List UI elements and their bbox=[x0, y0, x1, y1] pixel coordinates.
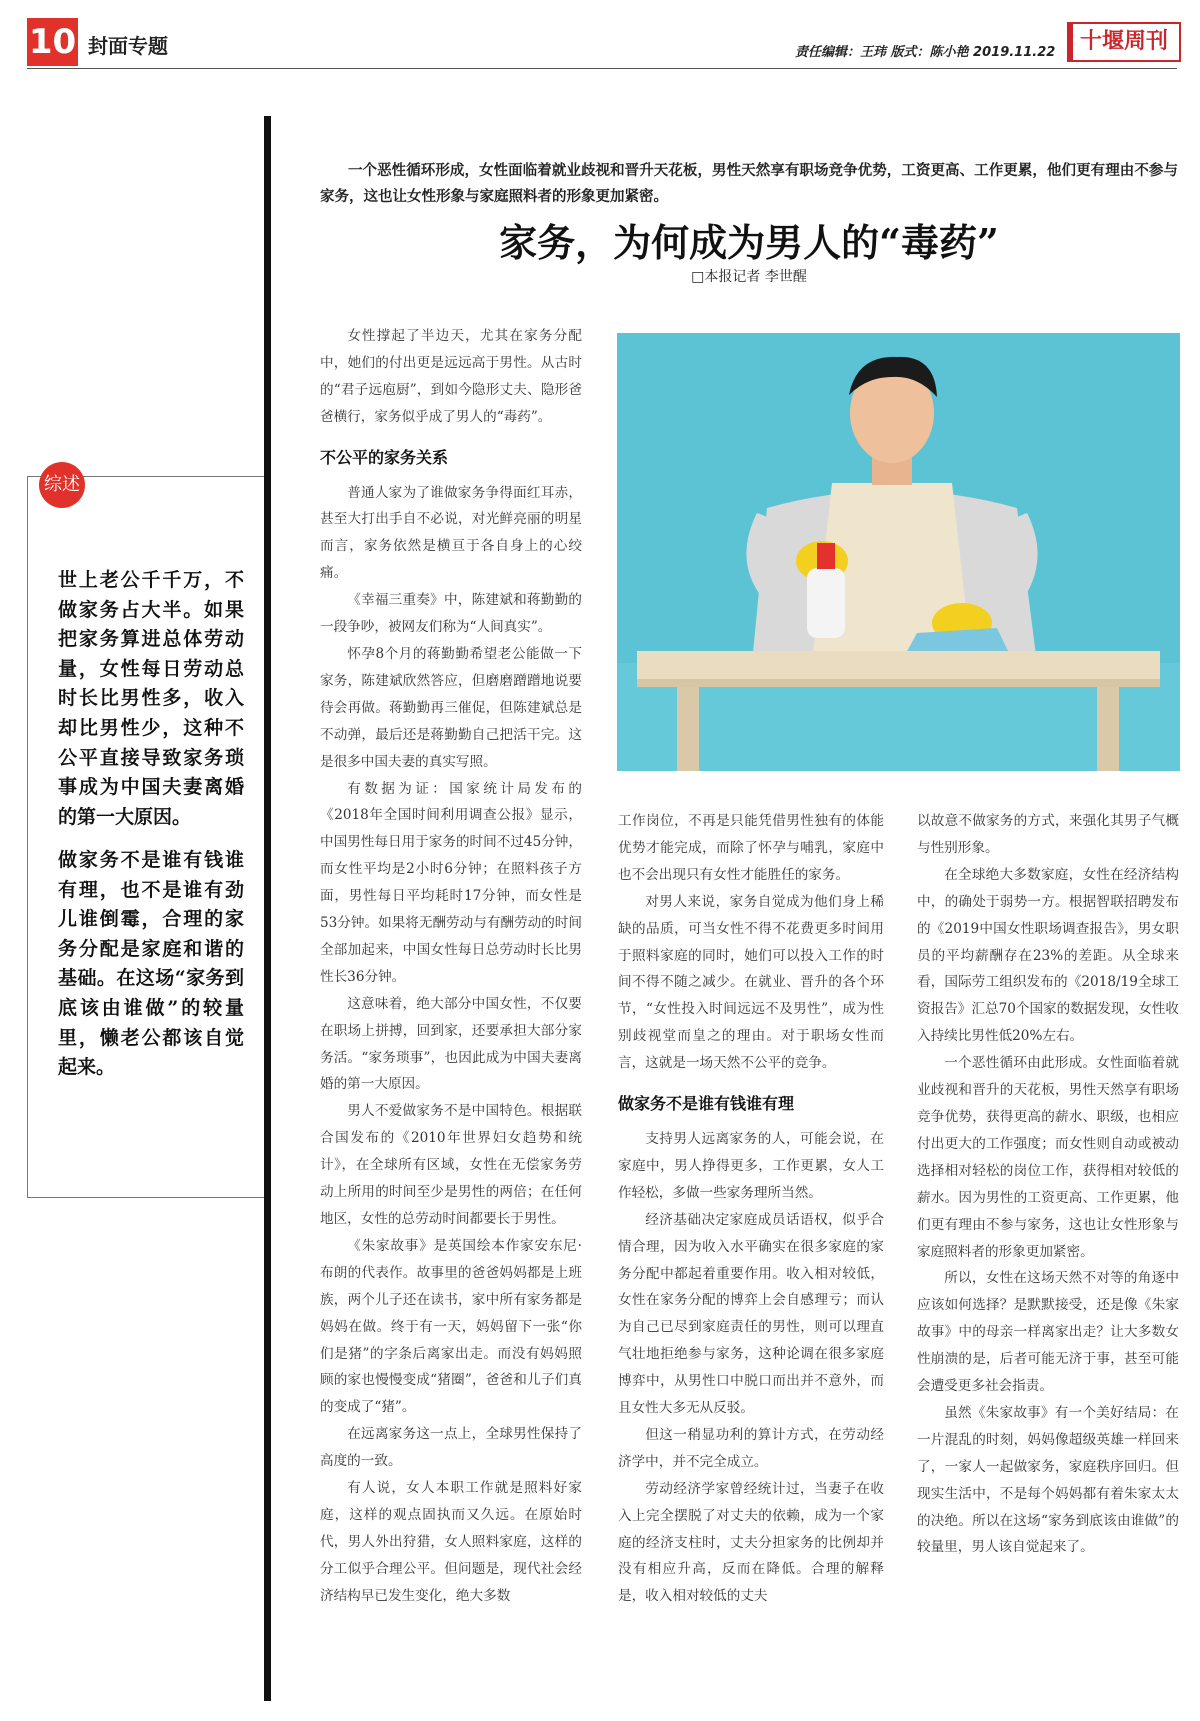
body-paragraph: 劳动经济学家曾经统计过，当妻子在收入上完全摆脱了对丈夫的依赖，成为一个家庭的经济支柱时，丈夫分担家务的比例却并没有相应升高，反而在降低。合理的解释是，收入相对较低的丈夫 bbox=[618, 1480, 884, 1605]
body-paragraph: 一个恶性循环由此形成。女性面临着就业歧视和晋升的天花板，男性天然享有职场竞争优势，获得更高的薪水、职级，也相应付出更大的工作强度；而女性则自动或被动选择相对轻松的岗位工作，获得相对较低的薪水。因为男性的工资更高、工作更累，他们更有理由不参与家务，这也让女性形象与家庭照料者的形象更加紧密。 bbox=[917, 1055, 1179, 1260]
editor-credits: 责任编辑：王玮 版式：陈小艳 2019.11.22 bbox=[795, 45, 1056, 60]
sidebar-paragraph-1: 世上老公千千万，不做家务占大半。如果把家务算进总体劳动量，女性每日劳动总时长比男性多，收入却比男性少，这种不公平直接导致家务琐事成为中国夫妻离婚的第一大原因。 bbox=[58, 569, 244, 828]
body-paragraph: 对男人来说，家务自觉成为他们身上稀缺的品质，可当女性不得不花费更多时间用于照料家庭的同时，她们可以投入工作的时间不得不随之减少。在就业、晋升的各个环节，“女性投入时间远远不及男性”，成为性别歧视堂而皇之的理由。对于职场女性而言，这就是一场天然不公平的竞争。 bbox=[618, 893, 884, 1072]
subheading-money-not-reason: 做家务不是谁有钱谁有理 bbox=[618, 1094, 795, 1114]
body-paragraph: 女性撑起了半边天，尤其在家务分配中，她们的付出更是远远高于男性。从古时的“君子远庖厨”，到如今隐形丈夫、隐形爸爸横行，家务似乎成了男人的“毒药”。 bbox=[320, 328, 582, 425]
article-column-1 bbox=[320, 323, 582, 1610]
vertical-divider-bar bbox=[264, 116, 271, 1701]
header-divider bbox=[27, 68, 1177, 69]
body-paragraph: 有人说，女人本职工作就是照料好家庭，这样的观点固执而又久远。在原始时代，男人外出狩猎，女人照料家庭，这样的分工似乎合理公平。但问题是，现代社会经济结构早已发生变化，绝大多数 bbox=[320, 1480, 582, 1604]
body-paragraph: 但这一稍显功利的算计方式，在劳动经济学中，并不完全成立。 bbox=[618, 1426, 884, 1470]
body-paragraph: 有数据为证：国家统计局发布的《2018年全国时间利用调查公报》显示，中国男性每日用于家务的时间不过45分钟，而女性平均是2小时6分钟；在照料孩子方面，男性每日平均耗时17分钟，而女性是53分钟。如果将无酬劳动与有酬劳动的时间全部加起来，中国女性每日总劳动时长比男性长36分钟。 bbox=[320, 780, 582, 985]
subheading-unfair-chores: 不公平的家务关系 bbox=[320, 447, 449, 467]
body-paragraph: 普通人家为了谁做家务争得面红耳赤，甚至大打出手自不必说，对光鲜亮丽的明星而言，家务依然是横亘于各自身上的心绞痛。 bbox=[320, 484, 582, 582]
sidebar-paragraph-2: 做家务不是谁有钱谁有理，也不是谁有劲儿谁倒霉，合理的家务分配是家庭和谐的基础。在这场“家务到底该由谁做”的较量里，懒老公都该自觉起来。 bbox=[58, 849, 244, 1079]
body-paragraph: 所以，女性在这场天然不对等的角逐中应该如何选择？是默默接受，还是像《朱家故事》中的母亲一样离家出走？让大多数女性崩溃的是，后者可能无济于事，甚至可能会遭受更多社会指责。 bbox=[917, 1270, 1179, 1395]
body-paragraph: 怀孕8个月的蒋勤勤希望老公能做一下家务，陈建斌欣然答应，但磨磨蹭蹭地说要待会再做。蒋勤勤再三催促，但陈建斌总是不动弹，最后还是蒋勤勤自己把活干完。这是很多中国夫妻的真实写照。 bbox=[320, 645, 582, 770]
masthead-logo: 十堰周刊 bbox=[1080, 28, 1169, 54]
article-column-3 bbox=[917, 808, 1179, 1561]
lead-paragraph: 一个恶性循环形成，女性面临着就业歧视和晋升天花板，男性天然享有职场竞争优势，工资更高、工作更累，他们更有理由不参与家务，这也让女性形象与家庭照料者的形象更加紧密。 bbox=[320, 162, 1178, 205]
body-paragraph: 《朱家故事》是英国绘本作家安东尼·布朗的代表作。故事里的爸爸妈妈都是上班族，两个儿子还在读书，家中所有家务都是妈妈在做。终于有一天，妈妈留下一张“你们是猪”的字条后离家出走。而没有妈妈照顾的家也慢慢变成“猪圈”，爸爸和儿子们真的变成了“猪”。 bbox=[320, 1237, 582, 1416]
body-paragraph: 这意味着，绝大部分中国女性，不仅要在职场上拼搏，回到家，还要承担大部分家务活。“家务琐事”，也因此成为中国夫妻离婚的第一大原因。 bbox=[320, 995, 582, 1093]
section-title: 封面专题 bbox=[88, 34, 168, 58]
man-cleaning-table-photo bbox=[617, 333, 1180, 771]
byline: □本报记者 李世醒 bbox=[691, 269, 807, 285]
body-paragraph: 虽然《朱家故事》有一个美好结局：在一片混乱的时刻，妈妈像超级英雄一样回来了，一家人一起做家务，家庭秩序回归。但现实生活中，不是每个妈妈都有着朱家太太的决绝。所以在这场“家务到底该由谁做”的较量里，男人该自觉起来了。 bbox=[917, 1404, 1179, 1556]
masthead-accent-bar bbox=[1067, 22, 1073, 62]
summary-badge: 综述 bbox=[39, 462, 85, 508]
body-paragraph: 在全球绝大多数家庭，女性在经济结构中，的确处于弱势一方。根据智联招聘发布的《2019中国女性职场调查报告》，男女职员的平均薪酬存在23%的差距。从全球来看，国际劳工组织发布的《2018/19全球工资报告》汇总70个国家的数据发现，女性收入持续比男性低20%左右。 bbox=[917, 866, 1179, 1045]
body-paragraph: 经济基础决定家庭成员话语权，似乎合情合理，因为收入水平确实在很多家庭的家务分配中都起着重要作用。收入相对较低，女性在家务分配的博弈上会自感理亏；而认为自己已尽到家庭责任的男性，则可以理直气壮地拒绝参与家务，这种论调在很多家庭博弈中，从男性口中脱口而出并不意外，而且女性大多无从反驳。 bbox=[618, 1211, 884, 1417]
photo-illustration bbox=[617, 333, 1180, 771]
body-paragraph: 工作岗位，不再是只能凭借男性独有的体能优势才能完成，而除了怀孕与哺乳，家庭中也不会出现只有女性才能胜任的家务。 bbox=[618, 813, 884, 883]
page-number-badge: 10 bbox=[27, 18, 78, 66]
body-paragraph: 男人不爱做家务不是中国特色。根据联合国发布的《2010年世界妇女趋势和统计》，在全球所有区域，女性在无偿家务劳动上所用的时间至少是男性的两倍；在任何地区，女性的总劳动时间都要长于男性。 bbox=[320, 1103, 582, 1227]
headline: 家务，为何成为男人的“毒药” bbox=[499, 220, 999, 265]
body-paragraph: 在远离家务这一点上，全球男性保持了高度的一致。 bbox=[320, 1426, 582, 1470]
body-paragraph: 支持男人远离家务的人，可能会说，在家庭中，男人挣得更多，工作更累，女人工作轻松，多做一些家务理所当然。 bbox=[618, 1130, 884, 1201]
article-column-2 bbox=[618, 808, 884, 1610]
body-paragraph: 《幸福三重奏》中，陈建斌和蒋勤勤的一段争吵，被网友们称为“人间真实”。 bbox=[320, 592, 582, 636]
body-paragraph: 以故意不做家务的方式，来强化其男子气概与性别形象。 bbox=[917, 813, 1179, 856]
